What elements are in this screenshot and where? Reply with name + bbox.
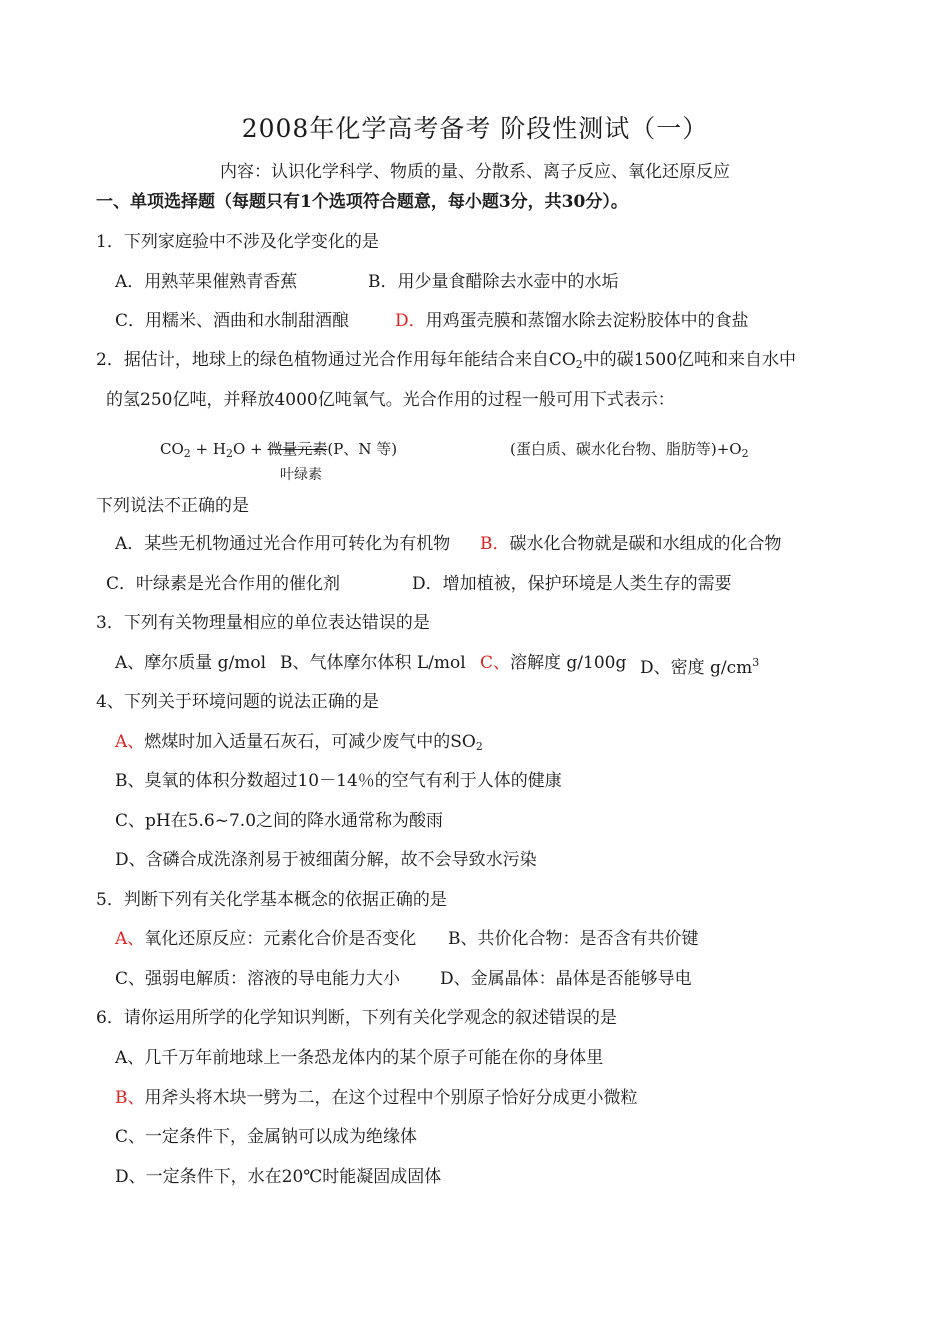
option-text: D、密度 g/cm xyxy=(640,658,753,678)
question-3-option-c xyxy=(480,652,626,674)
formula: (P、N 等) xyxy=(327,440,398,458)
question-4-option-b: B、臭氧的体积分数超过10－14％的空气有利于人体的健康 xyxy=(115,771,562,791)
formula: CO xyxy=(160,440,184,458)
formula: (蛋白质、碳水化台物、脂肪等)+O xyxy=(510,440,742,458)
option-text: 用斧头将木块一劈为二，在这个过程中个别原子恰好分成更小微粒 xyxy=(144,1088,638,1108)
question-2-stem xyxy=(96,349,796,376)
subscript: 2 xyxy=(475,740,483,753)
question-6-stem: 6．请你运用所学的化学知识判断，下列有关化学观念的叙述错误的是 xyxy=(96,1008,617,1028)
answer-marker: A、 xyxy=(115,732,145,752)
stem-text: 2．据估计，地球上的绿色植物通过光合作用每年能结合来自CO xyxy=(96,350,576,370)
question-4-option-a xyxy=(115,731,483,758)
question-6-option-a: A、几千万年前地球上一条恐龙体内的某个原子可能在你的身体里 xyxy=(115,1048,604,1068)
question-2-prompt: 下列说法不正确的是 xyxy=(96,496,249,516)
option-text: 用鸡蛋壳膜和蒸馏水除去淀粉胶体中的食盐 xyxy=(425,311,749,331)
answer-marker: B、 xyxy=(115,1088,145,1108)
question-4-option-c: C、pH在5.6~7.0之间的降水通常称为酸雨 xyxy=(115,811,444,831)
superscript: 3 xyxy=(752,656,760,669)
question-3-option-b: B、气体摩尔体积 L/mol xyxy=(280,653,466,673)
subscript: 2 xyxy=(183,447,191,460)
question-2-option-c: C．叶绿素是光合作用的催化剂 xyxy=(106,574,341,594)
question-3-option-a: A、摩尔质量 g/mol xyxy=(115,653,267,673)
answer-marker: C、 xyxy=(480,653,511,673)
answer-marker: D． xyxy=(395,311,426,331)
option-text: 燃煤时加入适量石灰石，可减少废气中的SO xyxy=(144,732,476,752)
option-text: 溶解度 g/100g xyxy=(510,653,627,673)
section-heading: 一、单项选择题（每题只有1个选项符合题意，每小题3分，共30分）。 xyxy=(96,192,628,212)
question-4-stem: 4、下列关于环境问题的说法正确的是 xyxy=(96,692,379,712)
question-6-option-b xyxy=(115,1087,638,1109)
answer-marker: A、 xyxy=(115,929,145,949)
struck-text: 微量元素 xyxy=(267,440,328,458)
stem-text: 中的碳1500亿吨和来自水中 xyxy=(582,350,797,370)
formula: + H xyxy=(190,440,226,458)
question-1-option-b: B．用少量食醋除去水壶中的水垢 xyxy=(368,272,619,292)
equation-catalyst: 叶绿素 xyxy=(280,467,322,483)
question-6-option-c: C、一定条件下，金属钠可以成为绝缘体 xyxy=(115,1127,418,1147)
subscript: 2 xyxy=(741,447,749,460)
question-4-option-d: D、含磷合成洗涤剂易于被细菌分解，故不会导致水污染 xyxy=(115,850,537,870)
question-5-option-b: B、共价化合物：是否含有共价键 xyxy=(448,929,699,949)
question-5-option-c: C、强弱电解质：溶液的导电能力大小 xyxy=(115,969,401,989)
question-2-option-b xyxy=(480,533,782,555)
question-1-option-c: C．用糯米、酒曲和水制甜酒酿 xyxy=(115,311,350,331)
question-1-option-a: A．用熟苹果催熟青香蕉 xyxy=(115,272,298,292)
question-2-stem-line2: 的氢250亿吨，并释放4000亿吨氧气。光合作用的过程一般可用下式表示： xyxy=(106,390,675,410)
equation-products xyxy=(510,438,749,465)
question-1-stem: 1．下列家庭验中不涉及化学变化的是 xyxy=(96,232,379,252)
page-title: 2008年化学高考备考 阶段性测试（一） xyxy=(241,114,709,143)
question-6-option-d: D、一定条件下，水在20℃时能凝固成固体 xyxy=(115,1167,442,1187)
question-5-stem: 5．判断下列有关化学基本概念的依据正确的是 xyxy=(96,890,447,910)
option-text: 氧化还原反应：元素化合价是否变化 xyxy=(144,929,417,949)
question-2-option-a: A．某些无机物通过光合作用可转化为有机物 xyxy=(115,534,451,554)
equation-reactants xyxy=(160,438,397,465)
question-5-option-d: D、金属晶体：晶体是否能够导电 xyxy=(440,969,692,989)
question-1-option-d xyxy=(395,310,749,332)
question-3-stem: 3．下列有关物理量相应的单位表达错误的是 xyxy=(96,613,430,633)
answer-marker: B． xyxy=(480,534,510,554)
question-3-option-d xyxy=(640,652,759,679)
question-5-option-a xyxy=(115,928,416,950)
option-text: 碳水化合物就是碳和水组成的化合物 xyxy=(509,534,782,554)
subscript: 2 xyxy=(575,358,583,371)
formula: O + xyxy=(232,440,268,458)
question-2-option-d: D．增加植被，保护环境是人类生存的需要 xyxy=(412,574,732,594)
page-subtitle: 内容：认识化学科学、物质的量、分散系、离子反应、氧化还原反应 xyxy=(220,162,730,182)
subscript: 2 xyxy=(225,447,233,460)
